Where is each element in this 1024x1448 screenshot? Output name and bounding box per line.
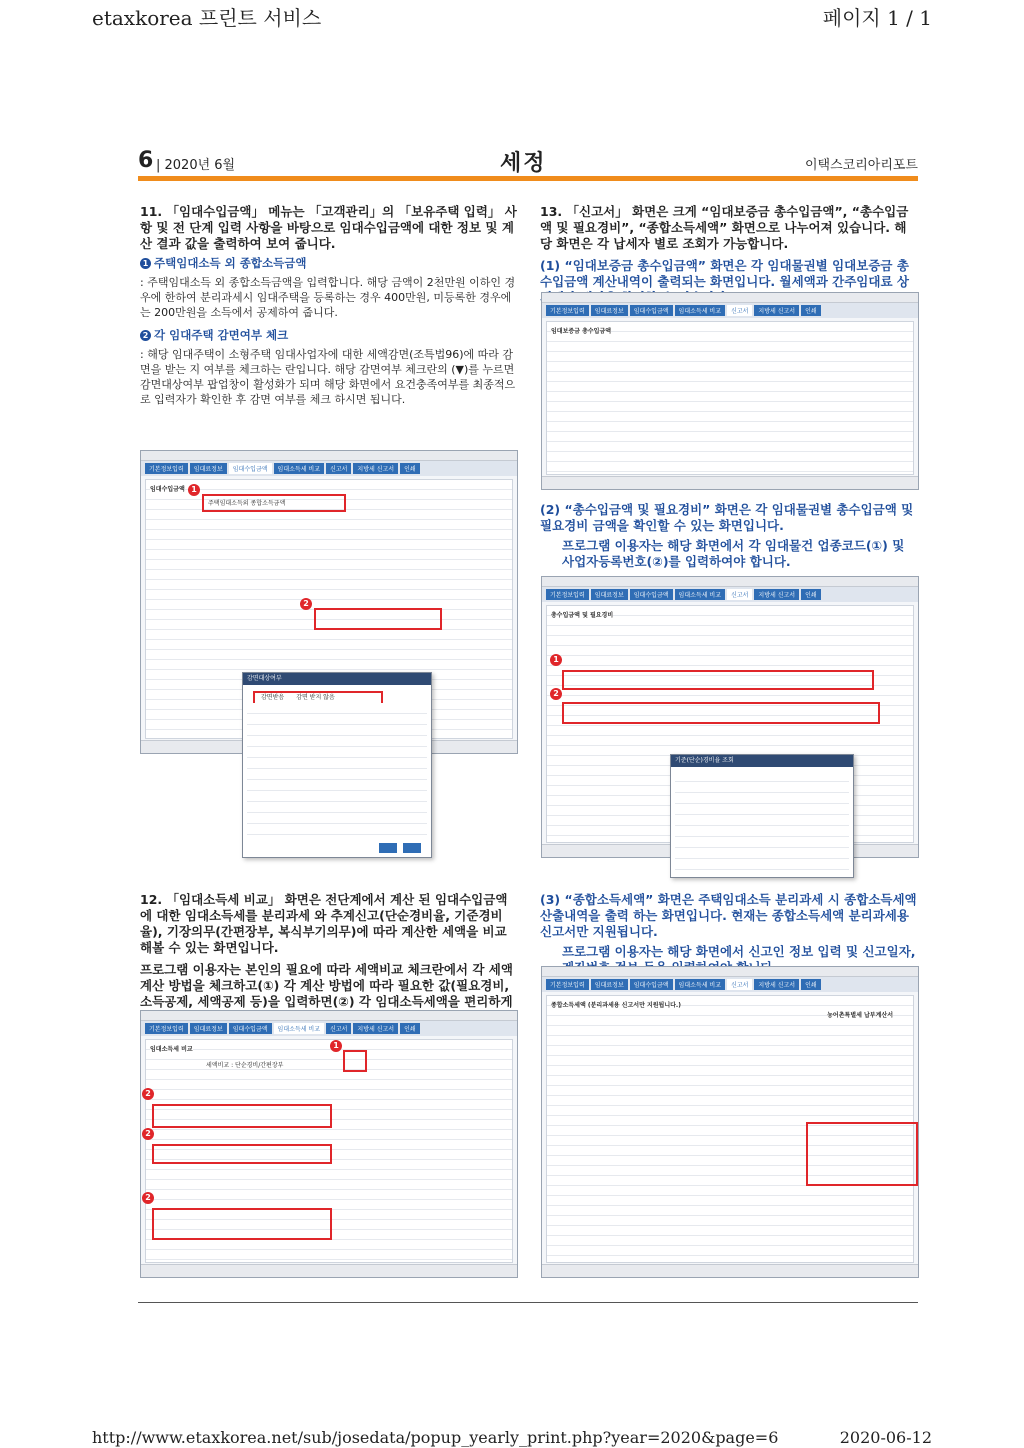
tab-basic-info[interactable]: 기본정보입력 <box>546 979 589 990</box>
number-1-icon: 1 <box>140 258 151 269</box>
marker-1: 1 <box>188 484 200 496</box>
tab-print[interactable]: 인쇄 <box>801 979 821 990</box>
tab-print[interactable]: 인쇄 <box>801 589 821 600</box>
tab-basic-info[interactable]: 기본정보입력 <box>546 589 589 600</box>
subheading-13-2-detail: 프로그램 이용자는 해당 화면에서 각 임대물건 업종코드(①) 및 사업자등록번호(②)를 입력하여야 합니다. <box>562 538 905 569</box>
tab-print[interactable]: 인쇄 <box>400 1023 420 1034</box>
number-2-icon: 2 <box>140 330 151 341</box>
marker-2: 2 <box>142 1128 154 1140</box>
paragraph-1: : 주택임대소득 외 종합소득금액을 입력합니다. 해당 금액이 2천만원 이하인 경우에 한하여 분리과세시 임대주택을 등록하는 경우 400만원, 미등록한 경우에는 200만원을 소득에서 공제하여 줍니다. <box>140 276 516 319</box>
tab-local-tax[interactable]: 지방세 신고서 <box>353 463 398 474</box>
tab-print[interactable]: 인쇄 <box>801 305 821 316</box>
marker-2: 2 <box>300 598 312 610</box>
window-titlebar <box>141 451 517 461</box>
highlight-box-2 <box>314 608 442 630</box>
paragraph-2: : 해당 임대주택이 소형주택 임대사업자에 대한 세액감면(조특법96)에 따라 감면을 받는 지 여부를 체크하는 란입니다. 해당 감면여부 체크란의 (▼)를 누르면 감면대상여부 팝업창이 활성화가 되며 해당 화면에서 요건충족여부를 최종적으로 입력자가 확인한 후 감면 여부를 체크 하시면 됩니다. <box>140 348 516 406</box>
newsletter-issue: | 2020년 6월 <box>156 158 236 173</box>
radio-not-reduced[interactable]: 감면 받지 않음 <box>296 694 335 701</box>
tab-bar <box>141 461 517 476</box>
tab-rental-income[interactable]: 임대수입금액 <box>630 305 673 316</box>
popup-close-button[interactable] <box>403 843 421 853</box>
highlight-deduction-row <box>152 1144 332 1164</box>
heading-13: 13. 「신고서」 화면은 크게 “임대보증금 총수입금액”, “총수입금액 및 필요경비”, “종합소득세액” 화면으로 나누어져 있습니다. 해당 화면은 각 납세자 별로 조회가 가능합니다. <box>540 204 909 251</box>
heading-11: 11. 「임대수입금액」 메뉴는 「고객관리」의 「보유주택 입력」 사항 및 전 단계 입력 사항을 바탕으로 임대수입금액에 대한 정보 및 계산 결과 값을 출력하여 보여 줍니다. <box>140 204 517 251</box>
tab-tax-compare[interactable]: 임대소득세 비교 <box>675 305 725 316</box>
tab-local-tax[interactable]: 지방세 신고서 <box>353 1023 398 1034</box>
grid-title: 총수입금액 및 필요경비 <box>551 612 614 619</box>
newsletter-brand: 이택스코리아리포트 <box>804 158 918 173</box>
window-titlebar <box>542 577 918 587</box>
tab-tax-compare[interactable]: 임대소득세 비교 <box>274 463 324 474</box>
highlight-industry-code-row <box>562 670 874 690</box>
tab-print[interactable]: 인쇄 <box>400 463 420 474</box>
tab-local-tax[interactable]: 지방세 신고서 <box>754 979 799 990</box>
tab-local-tax[interactable]: 지방세 신고서 <box>754 305 799 316</box>
tab-basic-info[interactable]: 기본정보입력 <box>546 305 589 316</box>
data-grid <box>546 321 914 475</box>
marker-2: 2 <box>142 1192 154 1204</box>
highlight-expense-row <box>152 1104 332 1128</box>
tab-report[interactable]: 신고서 <box>326 1023 351 1034</box>
marker-1: 1 <box>550 654 562 666</box>
tab-bar <box>542 587 918 602</box>
grid-title: 종합소득세액 (분리과세용 신고서만 지원됩니다.) <box>551 1002 681 1009</box>
window-titlebar <box>141 1011 517 1021</box>
tab-rent-info[interactable]: 임대료정보 <box>591 589 628 600</box>
subheading-2: 2 각 임대주택 감면여부 체크 <box>140 328 518 343</box>
heading-12-detail: 프로그램 이용자는 본인의 필요에 따라 세액비교 체크란에서 각 세액 계산 방법을 체크하고(①) 각 계산 방법에 따라 필요한 값(필요경비, 소득공제, 세액공제 등)을 입력하면(②) 각 임대소득세액을 편리하게 <box>140 962 513 1009</box>
highlight-credit-rows <box>152 1208 332 1240</box>
marker-1: 1 <box>330 1040 342 1052</box>
tab-basic-info[interactable]: 기본정보입력 <box>145 463 188 474</box>
tab-bar <box>542 303 918 318</box>
screenshot-deposit-income <box>541 292 919 490</box>
tab-bar <box>141 1021 517 1036</box>
right-column-mid <box>540 502 918 574</box>
grid-title: 임대소득세 비교 <box>150 1046 193 1053</box>
subheading-13-3: (3) “종합소득세액” 화면은 주택임대소득 분리과세 시 종합소득세액 산출내역을 출력 하는 화면입니다. 현재는 종합소득세액 분리과세용 신고서만 지원됩니다. <box>540 892 917 939</box>
subheading-1: 1 주택임대소득 외 종합소득금액 <box>140 256 518 271</box>
tab-rental-income[interactable]: 임대수입금액 <box>229 1023 272 1034</box>
tab-report[interactable]: 신고서 <box>727 589 752 600</box>
newsletter-section-title: 세정 <box>500 151 547 176</box>
tab-rent-info[interactable]: 임대료정보 <box>190 463 227 474</box>
highlight-field-label: 주택임대소득외 종합소득금액 <box>208 500 286 507</box>
print-page-indicator: 페이지 1 / 1 <box>822 6 932 30</box>
highlight-box-1 <box>202 494 346 512</box>
subheading-13-3-detail: 프로그램 이용자는 해당 화면에서 신고인 정보 입력 및 신고일자, <box>562 944 916 959</box>
tab-tax-compare[interactable]: 임대소득세 비교 <box>675 979 725 990</box>
popup-conditions-table <box>247 703 427 837</box>
tab-rental-income[interactable]: 임대수입금액 <box>630 979 673 990</box>
grid-title: 임대수입금액 <box>150 486 185 493</box>
highlight-compare-button <box>343 1050 367 1072</box>
popup-rate-table <box>675 771 849 873</box>
highlight-filer-info <box>806 1122 918 1186</box>
subheading-13-2: (2) “총수입금액 및 필요경비” 화면은 각 임대물권별 총수입금액 및 필요경비 금액을 확인할 수 있는 화면입니다. <box>540 502 914 533</box>
tab-report[interactable]: 신고서 <box>727 979 752 990</box>
popup-title: 기준(단순)경비율 조회 <box>671 755 853 767</box>
grid-title: 임대보증금 총수입금액 <box>551 328 612 335</box>
tab-rent-info[interactable]: 임대료정보 <box>591 305 628 316</box>
tab-tax-compare[interactable]: 임대소득세 비교 <box>274 1023 324 1034</box>
side-panel-title: 농어촌특별세 납부계산서 <box>827 1012 893 1019</box>
radio-reduced[interactable]: 감면받음 <box>261 694 285 701</box>
tab-rent-info[interactable]: 임대료정보 <box>591 979 628 990</box>
tab-rental-income[interactable]: 임대수입금액 <box>630 589 673 600</box>
newsletter-page-number: 6 <box>138 148 154 173</box>
popup-title: 감면대상여부 <box>243 673 431 685</box>
tab-report[interactable]: 신고서 <box>727 305 752 316</box>
tab-tax-compare[interactable]: 임대소득세 비교 <box>675 589 725 600</box>
highlight-business-number-row <box>562 702 880 724</box>
window-footer <box>542 1264 918 1277</box>
header-rule <box>138 176 918 181</box>
marker-2: 2 <box>142 1088 154 1100</box>
popup-reduction-check <box>242 672 432 858</box>
window-footer <box>141 1264 517 1277</box>
tab-local-tax[interactable]: 지방세 신고서 <box>754 589 799 600</box>
print-source-url: http://www.etaxkorea.net/sub/josedata/popup_yearly_print.php?year=2020&page=6 <box>92 1428 779 1447</box>
window-titlebar <box>542 293 918 303</box>
compare-selector[interactable]: 세액비교 : 단순경비/간편장부 <box>206 1062 284 1069</box>
tab-rent-info[interactable]: 임대료정보 <box>190 1023 227 1034</box>
print-service-title: etaxkorea 프린트 서비스 <box>92 6 322 30</box>
print-date: 2020-06-12 <box>839 1428 932 1447</box>
left-column-top <box>140 204 518 411</box>
subheading-13-1: (1) “임대보증금 총수입금액” 화면은 각 임대물권별 임대보증금 총수입금액 계산내역이 출력되는 화면입니다. 월세액과 간주임대료 상 <box>540 258 909 289</box>
marker-2: 2 <box>550 688 562 700</box>
popup-confirm-button[interactable] <box>379 843 397 853</box>
window-titlebar <box>542 967 918 977</box>
window-footer <box>542 476 918 489</box>
tab-basic-info[interactable]: 기본정보입력 <box>145 1023 188 1034</box>
popup-expense-rate-lookup <box>670 754 854 878</box>
tab-bar <box>542 977 918 992</box>
heading-12: 12. 「임대소득세 비교」 화면은 전단계에서 계산 된 임대수입금액에 대한 임대소득세를 분리과세 와 추계신고(단순경비율, 기준경비율), 기장의무(간편장부, 복식부기의무)에 따라 계산한 세액을 비교해볼 수 있는 화면입니다. <box>140 892 508 955</box>
tab-rental-income[interactable]: 임대수입금액 <box>229 463 272 474</box>
tab-report[interactable]: 신고서 <box>326 463 351 474</box>
footer-rule <box>138 1302 918 1303</box>
